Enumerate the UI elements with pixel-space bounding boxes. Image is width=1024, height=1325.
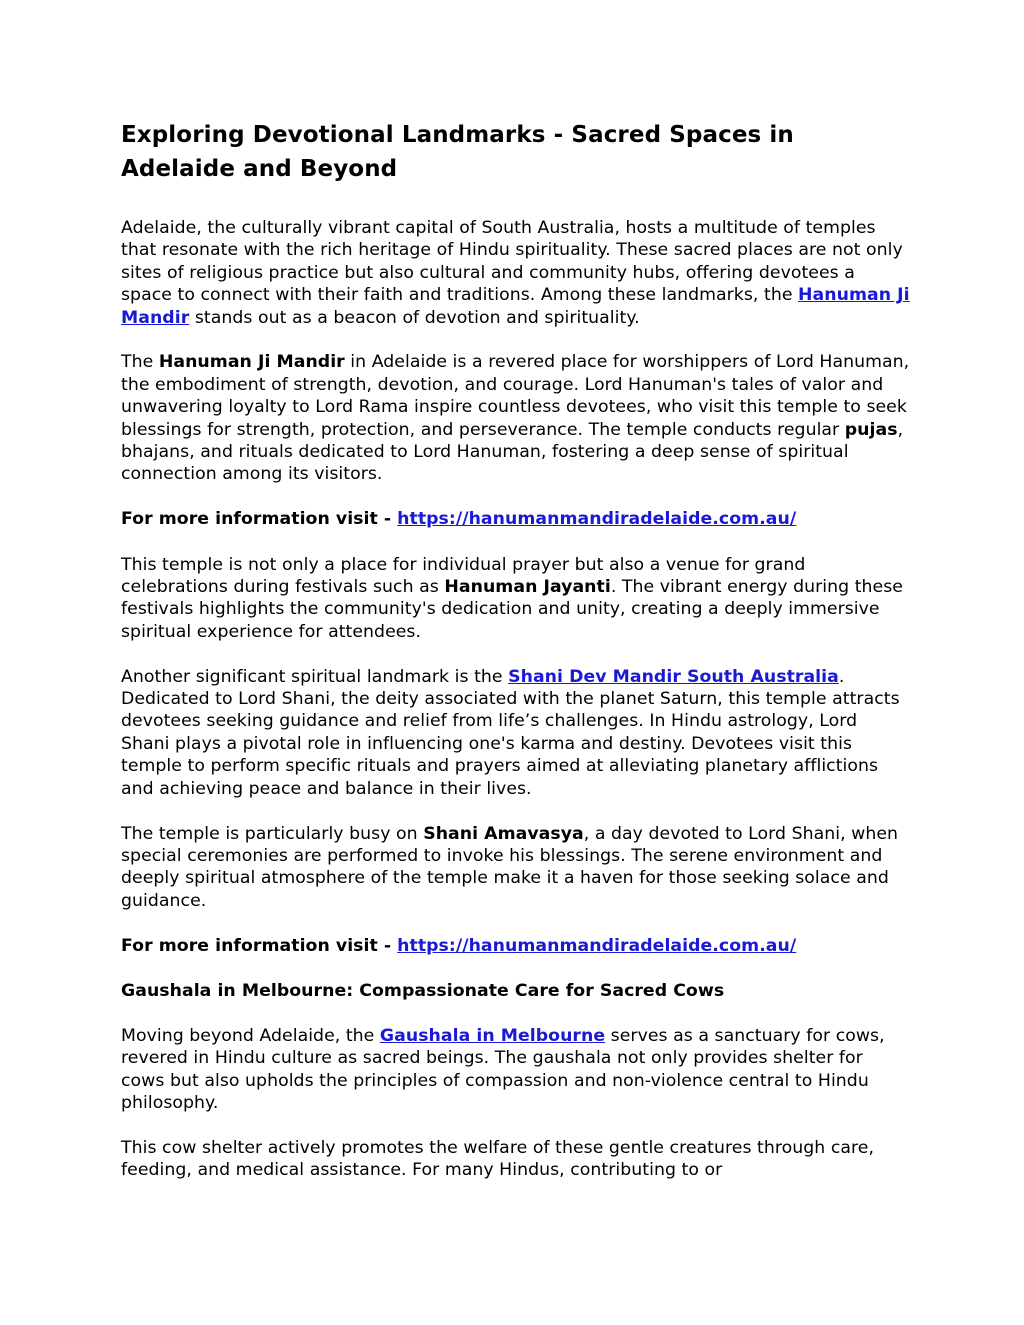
document-page — [121, 118, 911, 1204]
link-hanuman-mandir-website[interactable]: https://hanumanmandiradelaide.com.au/ — [397, 935, 797, 956]
paragraph-text: serves as a sanctuary for cows, revered in Hindu culture as sacred beings. The gaushala not only provides shelter for cows but also upholds the principles of compassion and non-violence central to Hindu philosophy. — [121, 1025, 885, 1113]
document-title: Exploring Devotional Landmarks - Sacred Spaces in Adelaide and Beyond — [121, 122, 794, 182]
paragraph-text: The — [121, 352, 159, 373]
bold-hanuman-jayanti: Hanuman Jayanti — [444, 577, 611, 598]
section-heading-gaushala: Gaushala in Melbourne: Compassionate Care for Sacred Cows — [121, 980, 725, 1001]
paragraph-text: Another significant spiritual landmark is the — [121, 666, 509, 687]
paragraph-text: The temple is particularly busy on — [121, 823, 424, 844]
link-hanuman-ji-mandir[interactable]: Hanuman Ji Mandir — [121, 285, 910, 328]
paragraph-cow-shelter — [121, 1137, 911, 1182]
paragraph-festivals — [121, 554, 911, 644]
paragraph-gaushala — [121, 1025, 911, 1115]
paragraph-text: , bhajans, and rituals dedicated to Lord Hanuman, fostering a deep sense of spiritual connection among its visitors. — [121, 419, 904, 485]
bold-shani-amavasya: Shani Amavasya — [423, 823, 584, 844]
more-info-label: For more information visit - — [121, 935, 398, 956]
paragraph-intro — [121, 217, 911, 329]
paragraph-hanuman — [121, 351, 911, 485]
paragraph-text: stands out as a beacon of devotion and spirituality. — [189, 307, 640, 328]
bold-hanuman-ji-mandir: Hanuman Ji Mandir — [158, 352, 345, 373]
link-gaushala-melbourne[interactable]: Gaushala in Melbourne — [379, 1025, 606, 1046]
more-info-line — [121, 508, 911, 530]
paragraph-text: Adelaide, the culturally vibrant capital of South Australia, hosts a multitude of temples that resonate with the rich heritage of Hindu spirituality. These sacred places are not only sites of religious practice but also cultural and community hubs, offering devotees a space to connect with their faith and traditions. Among these landmarks, the — [121, 218, 903, 306]
paragraph-text: . Dedicated to Lord Shani, the deity associated with the planet Saturn, this temple attracts devotees seeking guidance and relief from life’s challenges. In Hindu astrology, Lord Shani plays a pivotal role in influencing one's karma and destiny. Devotees visit this temple to perform specific rituals and prayers aimed at alleviating planetary afflictions and achieving peace and balance in their lives. — [121, 666, 900, 799]
paragraph-text: This cow shelter actively promotes the welfare of these gentle creatures through care, feeding, and medical assistance. For many Hindus, contributing to or — [121, 1137, 875, 1181]
link-hanuman-mandir-website[interactable]: https://hanumanmandiradelaide.com.au/ — [397, 509, 797, 530]
paragraph-text: in Adelaide is a revered place for worshippers of Lord Hanuman, the embodiment of strength, devotion, and courage. Lord Hanuman's tales of valor and unwavering loyalty to Lord Rama inspire countless devotees, who visit this temple to seek blessings for strength, protection, and perseverance. The temple conducts regular — [121, 352, 910, 440]
paragraph-text: This temple is not only a place for individual prayer but also a venue for grand celebrations during festivals such as — [121, 554, 806, 598]
more-info-line — [121, 935, 911, 957]
paragraph-text: . The vibrant energy during these festivals highlights the community's dedication and unity, creating a deeply immersive spiritual experience for attendees. — [121, 577, 903, 642]
bold-pujas: pujas — [844, 419, 898, 440]
more-info-label: For more information visit - — [121, 509, 398, 530]
paragraph-shani-dev — [121, 666, 911, 800]
paragraph-text: , a day devoted to Lord Shani, when special ceremonies are performed to invoke his blessings. The serene environment and deeply spiritual atmosphere of the temple make it a haven for those seeking solace and guidance. — [121, 823, 899, 911]
paragraph-text: Moving beyond Adelaide, the — [121, 1025, 380, 1046]
paragraph-shani-amavasya — [121, 823, 911, 913]
link-shani-dev-mandir[interactable]: Shani Dev Mandir South Australia — [508, 666, 839, 687]
